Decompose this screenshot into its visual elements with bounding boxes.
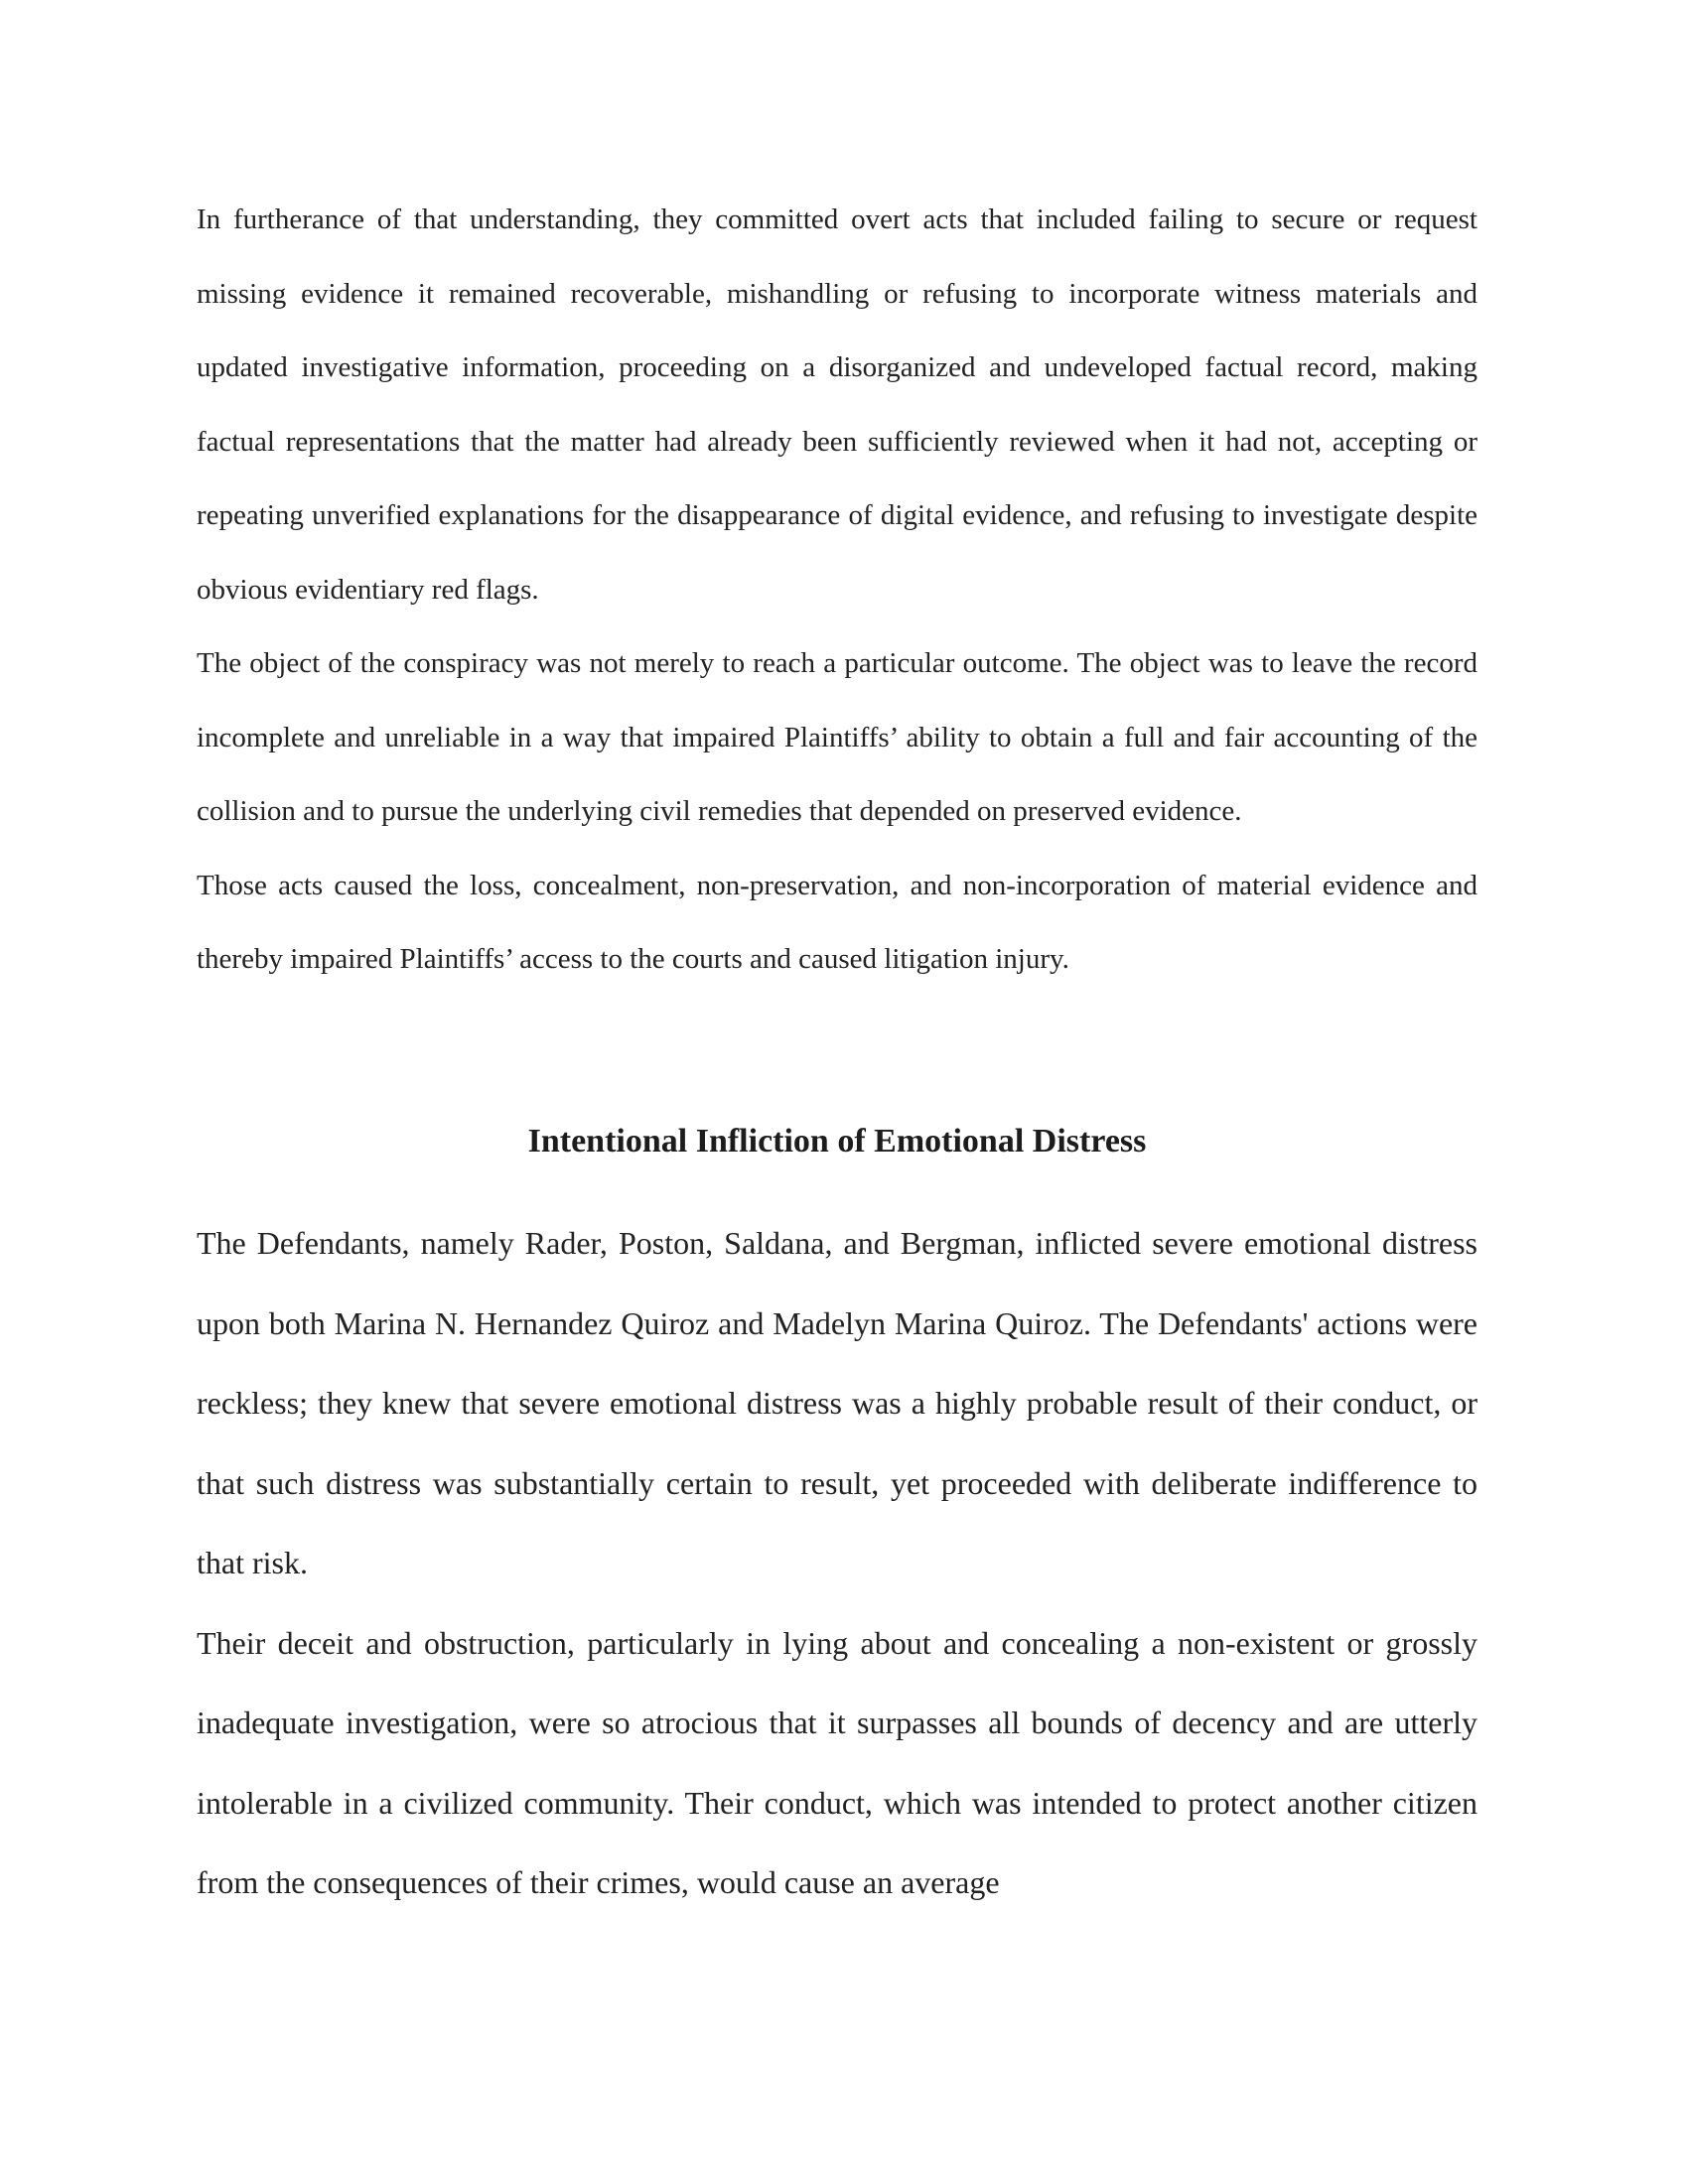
paragraph-deceit-obstruction: Their deceit and obstruction, particularly in lying about and concealing a non-existent or grossly inadequate investigation, were so atrocious that it surpasses all bounds of decency and are utterly intolerable in a civilized community. Their conduct, which was intended to protect another citizen from the consequences of their crimes, would cause an average	[197, 1624, 1477, 1900]
paragraph-conspiracy-object: The object of the conspiracy was not merely to reach a particular outcome. The object was to leave the record incomplete and unreliable in a way that impaired Plaintiffs’ ability to obtain a full and fair accounting of the collision and to pursue the underlying civil remedies that depended on preserved evidence.	[197, 647, 1477, 827]
section-heading: Intentional Infliction of Emotional Distress	[527, 1123, 1147, 1160]
paragraph-defendants-distress: The Defendants, namely Rader, Poston, Saldana, and Bergman, inflicted severe emotional distress upon both Marina N. Hernandez Quiroz and Madelyn Marina Quiroz. The Defendants' actions were reckless; they knew that severe emotional distress was a highly probable result of their conduct, or that such distress was substantially certain to result, yet proceeded with deliberate indifference to that risk.	[197, 1225, 1477, 1580]
emotional-distress-section	[197, 1203, 1477, 1923]
paragraph-litigation-injury: Those acts caused the loss, concealment, non-preservation, and non-incorporation of material evidence and thereby impaired Plaintiffs’ access to the courts and caused litigation injury.	[197, 869, 1477, 975]
paragraph-overt-acts: In furtherance of that understanding, they committed overt acts that included failing to secure or request missing evidence it remained recoverable, mishandling or refusing to incorporate witness materials and updated investigative information, proceeding on a disorganized and undeveloped factual record, making factual representations that the matter had already been sufficiently reviewed when it had not, accepting or repeating unverified explanations for the disappearance of digital evidence, and refusing to investigate despite obvious evidentiary red flags.	[197, 204, 1477, 606]
conspiracy-section	[197, 183, 1477, 997]
